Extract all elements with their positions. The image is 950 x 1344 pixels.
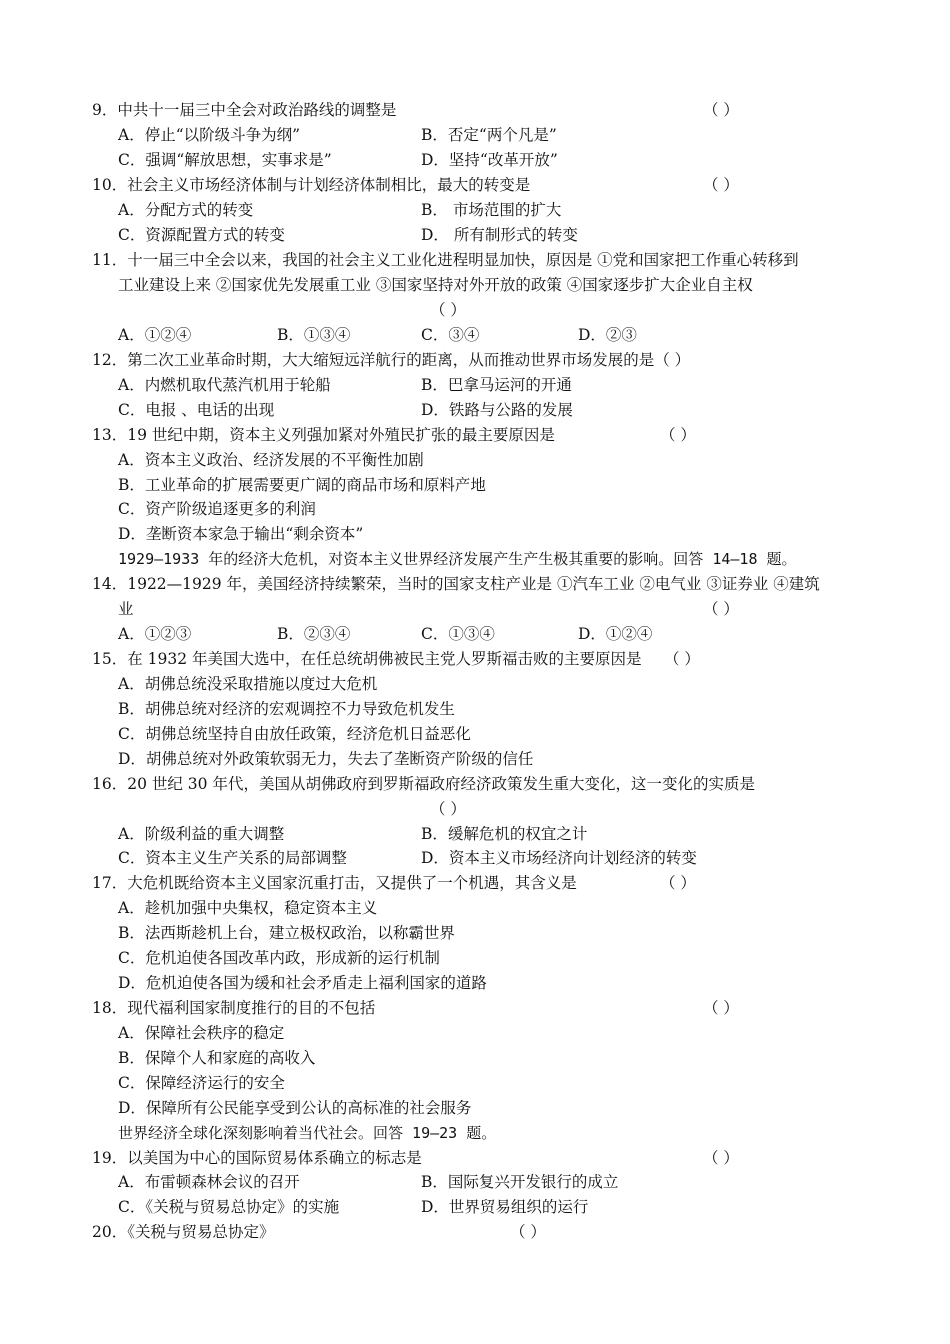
q11-option-b: B．①③④	[277, 326, 351, 344]
answer-bracket-15: （ ）	[664, 650, 700, 668]
answer-bracket-17: （ ）	[660, 874, 696, 892]
q19-option-d: D．世界贸易组织的运行	[421, 1198, 589, 1216]
answer-bracket-9: （ ）	[703, 101, 739, 119]
q17-option-d: D．危机迫使各国为缓和社会矛盾走上福利国家的道路	[118, 974, 487, 992]
q17-option-b: B．法西斯趁机上台，建立极权政治，以称霸世界	[118, 924, 455, 942]
q14-option-c: C．①③④	[421, 625, 495, 643]
question-9-stem: 9．中共十一届三中全会对政治路线的调整是	[92, 101, 397, 119]
question-15-stem: 15．在 1932 年美国大选中，在任总统胡佛被民主党人罗斯福击败的主要原因是	[92, 650, 642, 668]
q15-option-b: B．胡佛总统对经济的宏观调控不力导致危机发生	[118, 700, 455, 718]
section-intro-19-23: 世界经济全球化深刻影响着当代社会。回答 19—23 题。	[118, 1124, 497, 1142]
answer-bracket-10: （ ）	[703, 176, 739, 194]
q12-option-a: A．内燃机取代蒸汽机用于轮船	[118, 376, 331, 394]
q16-option-d: D．资本主义市场经济向计划经济的转变	[421, 849, 697, 867]
q13-option-b: B．工业革命的扩展需要更广阔的商品市场和原料产地	[118, 476, 486, 494]
section-intro-14-18: 1929—1933 年的经济大危机，对资本主义世界经济发展产生产生极其重要的影响。回答 14—18 题。	[118, 550, 797, 568]
q19-option-b: B．国际复兴开发银行的成立	[421, 1173, 619, 1191]
answer-bracket-11: （ ）	[430, 301, 466, 319]
q19-option-c: C．《关税与贸易总协定》的实施	[118, 1198, 340, 1216]
q11-option-d: D．②③	[578, 326, 637, 344]
q16-option-c: C．资本主义生产关系的局部调整	[118, 849, 347, 867]
q12-option-c: C．电报 、电话的出现	[118, 401, 275, 419]
q14-option-d: D．①②④	[578, 625, 653, 643]
q9-option-a: A．停止“以阶级斗争为纲”	[118, 126, 301, 144]
q12-option-b: B．巴拿马运河的开通	[421, 376, 572, 394]
q15-option-a: A．胡佛总统没采取措施以度过大危机	[118, 675, 378, 693]
q10-option-b: B． 市场范围的扩大	[421, 201, 562, 219]
question-13-stem: 13．19 世纪中期，资本主义列强加紧对外殖民扩张的最主要原因是	[92, 426, 555, 444]
answer-bracket-20: （ ）	[510, 1223, 546, 1241]
answer-bracket-18: （ ）	[703, 999, 739, 1017]
q14-option-a: A．①②③	[118, 625, 192, 643]
answer-bracket-19: （ ）	[703, 1149, 739, 1167]
question-19-stem: 19．以美国为中心的国际贸易体系确立的标志是	[92, 1149, 422, 1167]
q9-option-d: D．坚持“改革开放”	[421, 151, 558, 169]
question-16-stem: 16．20 世纪 30 年代，美国从胡佛政府到罗斯福政府经济政策发生重大变化，这一变化的实质是	[92, 775, 755, 793]
question-18-stem: 18．现代福利国家制度推行的目的不包括	[92, 999, 376, 1017]
question-14-stem-line-1: 14．1922—1929 年，美国经济持续繁荣，当时的国家支柱产业是 ①汽车工业 ②电气业 ③证券业 ④建筑	[92, 575, 820, 593]
q15-option-c: C．胡佛总统坚持自由放任政策，经济危机日益恶化	[118, 725, 471, 743]
q13-option-d: D．垄断资本家急于输出“剩余资本”	[118, 525, 364, 543]
q10-option-d: D． 所有制形式的转变	[421, 226, 578, 244]
q11-option-a: A．①②④	[118, 326, 192, 344]
q17-option-c: C．危机迫使各国改革内政，形成新的运行机制	[118, 949, 440, 967]
question-12-stem: 12．第二次工业革命时期，大大缩短远洋航行的距离，从而推动世界市场发展的是（ ）	[92, 351, 691, 369]
q10-option-c: C．资源配置方式的转变	[118, 226, 285, 244]
q13-option-c: C．资产阶级追逐更多的利润	[118, 500, 316, 518]
q16-option-a: A．阶级利益的重大调整	[118, 825, 285, 843]
q18-option-c: C．保障经济运行的安全	[118, 1074, 285, 1092]
q10-option-a: A．分配方式的转变	[118, 201, 254, 219]
q18-option-b: B．保障个人和家庭的高收入	[118, 1049, 316, 1067]
q17-option-a: A．趁机加强中央集权，稳定资本主义	[118, 899, 378, 917]
question-11-stem-line-2: 工业建设上来 ②国家优先发展重工业 ③国家坚持对外开放的政策 ④国家逐步扩大企业自主权	[118, 276, 753, 294]
question-10-stem: 10．社会主义市场经济体制与计划经济体制相比，最大的转变是	[92, 176, 531, 194]
q11-option-c: C．③④	[421, 326, 480, 344]
q12-option-d: D．铁路与公路的发展	[421, 401, 573, 419]
q15-option-d: D．胡佛总统对外政策软弱无力，失去了垄断资产阶级的信任	[118, 750, 534, 768]
q18-option-d: D．保障所有公民能享受到公认的高标准的社会服务	[118, 1099, 472, 1117]
q13-option-a: A．资本主义政治、经济发展的不平衡性加剧	[118, 451, 424, 469]
question-14-stem-line-2: 业	[118, 600, 134, 618]
q9-option-c: C．强调“解放思想，实事求是”	[118, 151, 332, 169]
question-20-stem: 20．《关税与贸易总协定》	[92, 1223, 275, 1241]
q14-option-b: B．②③④	[277, 625, 351, 643]
answer-bracket-16: （ ）	[430, 800, 466, 818]
answer-bracket-14: （ ）	[703, 600, 739, 618]
question-17-stem: 17．大危机既给资本主义国家沉重打击，又提供了一个机遇，其含义是	[92, 874, 577, 892]
q18-option-a: A．保障社会秩序的稳定	[118, 1024, 285, 1042]
q19-option-a: A．布雷顿森林会议的召开	[118, 1173, 300, 1191]
answer-bracket-13: （ ）	[660, 426, 696, 444]
question-11-stem-line-1: 11．十一届三中全会以来，我国的社会主义工业化进程明显加快，原因是 ①党和国家把工作重心转移到	[92, 251, 799, 269]
q16-option-b: B．缓解危机的权宜之计	[421, 825, 588, 843]
q9-option-b: B．否定“两个凡是”	[421, 126, 557, 144]
